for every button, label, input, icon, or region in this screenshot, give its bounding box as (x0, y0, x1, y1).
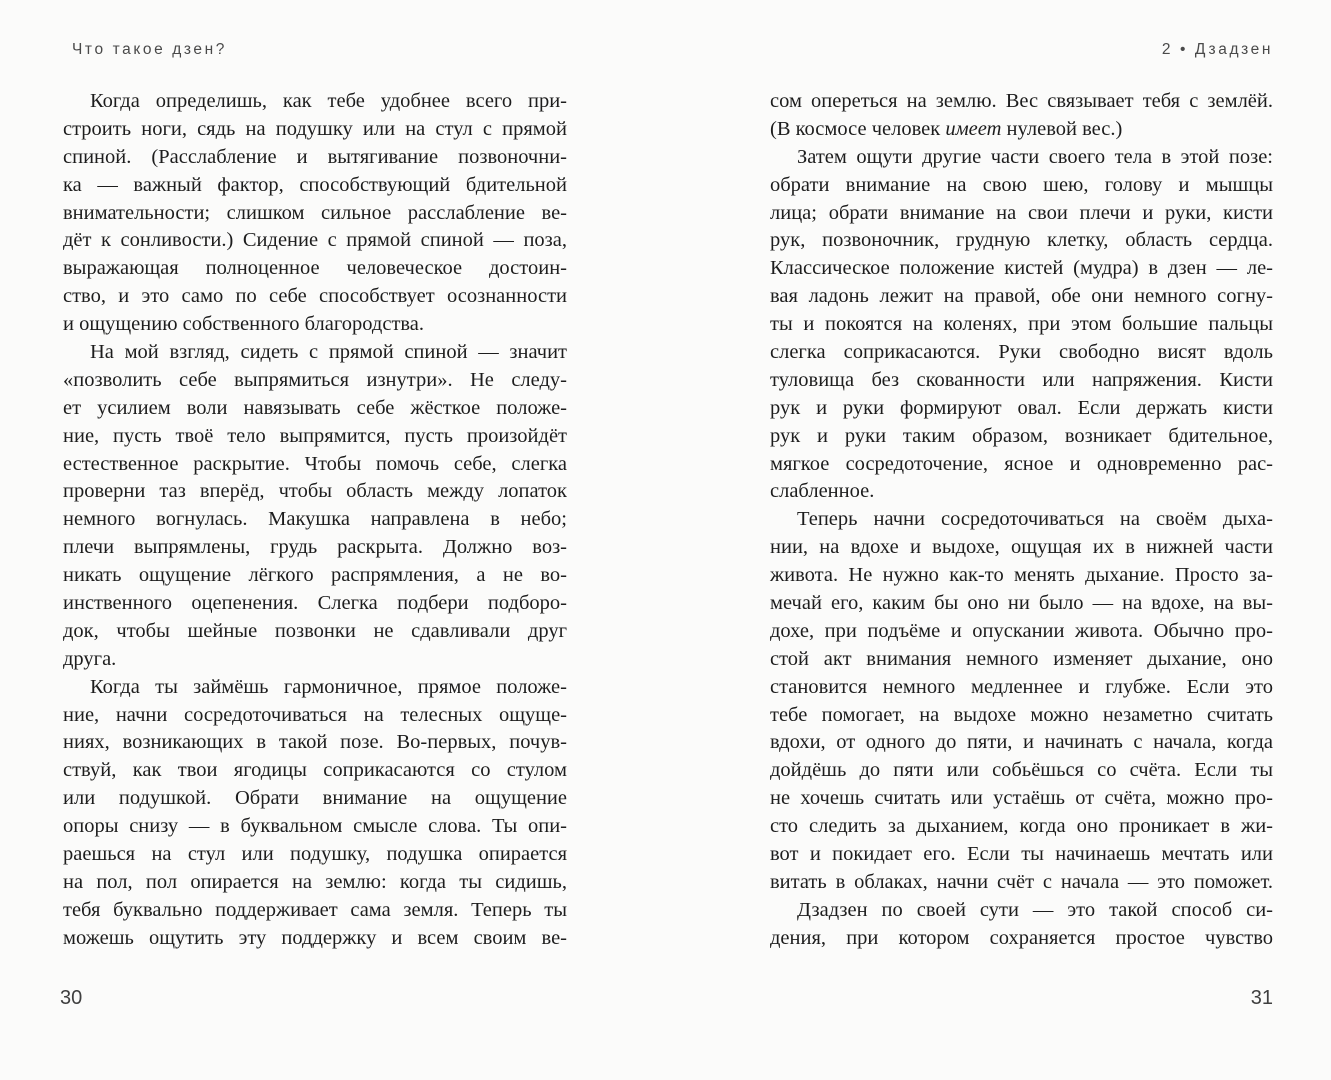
paragraph (770, 506, 1273, 896)
text-line: живота. Не нужно как-то менять дыхание. Просто за- (770, 564, 1273, 587)
text-line: вот и покидает его. Если ты начинаешь мечтать или (770, 843, 1273, 866)
text-line: не хочешь считать или устаёшь от счёта, можно про- (770, 787, 1273, 810)
text-line: ство, и это само по себе способствует осознанности (63, 285, 567, 308)
text-line: сто следить за дыханием, когда оно проникает в жи- (770, 815, 1273, 838)
text-line: можешь ощутить эту поддержку и всем своим ве- (63, 926, 567, 949)
text-line: мечай его, каким бы оно ни было — на вдохе, на вы- (770, 592, 1273, 615)
text-line: док, чтобы шейные позвонки не сдавливали друг (63, 619, 567, 642)
text-line: слегка соприкасаются. Руки свободно висят вдоль (770, 341, 1273, 364)
text-line: ние, начни сосредоточиваться на телесных ощуще- (63, 703, 567, 726)
text-line: ствуй, как твои ягодицы соприкасаются со стулом (63, 759, 567, 782)
text-line: ние, пусть твоё тело выпрямится, пусть произойдёт (63, 424, 567, 447)
right-page-body (770, 88, 1273, 953)
text-line: мягкое сосредоточение, ясное и одновременно рас- (770, 452, 1273, 475)
text-line: сом опереться на землю. Вес связывает тебя с землёй. (770, 90, 1273, 112)
text-line: раешься на стул или подушку, подушка опирается (63, 843, 567, 866)
right-page (770, 0, 1273, 1080)
text-line: ниях, возникающих в такой позе. Во-первых, почув- (63, 731, 567, 754)
left-page (60, 0, 567, 1080)
text-line: туловища без скованности или напряжения. Кисти (770, 368, 1273, 391)
paragraph (770, 897, 1273, 953)
text-line: ет усилием воли навязывать себе жёсткое положе- (63, 396, 567, 419)
text-line: становится немного медленнее и глубже. Если это (770, 675, 1273, 698)
paragraph (770, 144, 1273, 507)
text-line: внимательности; слишком сильное расслабление ве- (63, 201, 567, 224)
text-line: ка — важный фактор, способствующий бдительной (63, 173, 567, 196)
text-line: «позволить себе выпрямиться изнутри». Не следу- (63, 368, 567, 391)
text-line: опоры снизу — в буквальном смысле слова. Ты опи- (63, 815, 567, 838)
text-line: Затем ощути другие части своего тела в этой позе: (797, 145, 1273, 168)
text-line: строить ноги, сядь на подушку или на стул с прямой (63, 117, 567, 140)
text-line: лица; обрати внимание на свои плечи и руки, кисти (770, 201, 1273, 224)
text-line: инственного оцепенения. Слегка подбери подборо- (63, 592, 567, 615)
text-line: (В космосе человек имеет нулевой вес.) (770, 117, 1123, 140)
text-line: выражающая полноценное человеческое достоин- (63, 257, 567, 280)
left-page-body (63, 88, 567, 953)
text-line: дения, при котором сохраняется простое чувство (770, 926, 1273, 949)
text-line: естественное раскрытие. Чтобы помочь себе, слегка (63, 452, 567, 475)
text-line: немного вогнулась. Макушка направлена в небо; (63, 508, 567, 531)
text-line: Когда ты займёшь гармоничное, прямое положе- (90, 675, 567, 698)
text-line: друга. (63, 647, 117, 670)
text-line: Классическое положение кистей (мудра) в дзен — ле- (770, 257, 1273, 280)
text-line: Дзадзен по своей сути — это такой способ си- (797, 898, 1273, 921)
right-page-number: 31 (1250, 987, 1273, 1009)
text-line: витать в облаках, начни счёт с начала — это поможет. (770, 870, 1273, 893)
text-line: рук и руки формируют овал. Если держать кисти (770, 396, 1273, 419)
text-line: дойдёшь до пяти или собьёшься со счёта. Если ты (770, 759, 1273, 782)
text-line: На мой взгляд, сидеть с прямой спиной — значит (90, 341, 567, 364)
text-line: и ощущению собственного благородства. (63, 313, 425, 336)
text-line: обрати внимание на свою шею, голову и мышцы (770, 173, 1273, 196)
text-line: вдохи, от одного до пяти, и начинать с начала, когда (770, 731, 1273, 754)
text-line: стой акт внимания немного изменяет дыхание, оно (770, 647, 1273, 670)
text-line: рук, позвоночник, грудную клетку, область сердца. (770, 229, 1273, 252)
paragraph (63, 339, 567, 674)
paragraph (63, 88, 567, 339)
left-page-number: 30 (60, 987, 83, 1009)
text-line: Когда определишь, как тебе удобнее всего при- (90, 90, 567, 112)
text-line: ты и покоятся на коленях, при этом большие пальцы (770, 313, 1273, 336)
text-line: на пол, пол опирается на землю: когда ты сидишь, (63, 870, 567, 893)
text-line: никать ощущение лёгкого распрямления, а не во- (63, 564, 567, 587)
text-line: тебя буквально поддерживает сама земля. Теперь ты (63, 898, 567, 921)
paragraph (770, 88, 1273, 144)
left-running-header: Что такое дзен? (72, 41, 228, 58)
text-line: или подушкой. Обрати внимание на ощущение (63, 787, 567, 810)
text-line: проверни таз вперёд, чтобы область между лопаток (63, 480, 567, 503)
right-running-header: 2 • Дзадзен (1161, 41, 1273, 58)
paragraph (63, 674, 567, 953)
text-line: спиной. (Расслабление и вытягивание позвоночни- (63, 145, 567, 168)
text-line: Теперь начни сосредоточиваться на своём дыха- (797, 508, 1273, 531)
text-line: рук и руки таким образом, возникает бдительное, (770, 424, 1273, 447)
text-line: тебе помогает, на выдохе можно незаметно считать (770, 703, 1273, 726)
text-line: нии, на вдохе и выдохе, ощущая их в нижней части (770, 536, 1273, 559)
text-line: дёт к сонливости.) Сидение с прямой спиной — поза, (63, 229, 567, 252)
text-line: плечи выпрямлены, грудь раскрыта. Должно воз- (63, 536, 567, 559)
text-line: слабленное. (770, 480, 875, 503)
text-line: дохе, при подъёме и опускании живота. Обычно про- (770, 619, 1273, 642)
text-line: вая ладонь лежит на правой, обе они немного согну- (770, 285, 1273, 308)
